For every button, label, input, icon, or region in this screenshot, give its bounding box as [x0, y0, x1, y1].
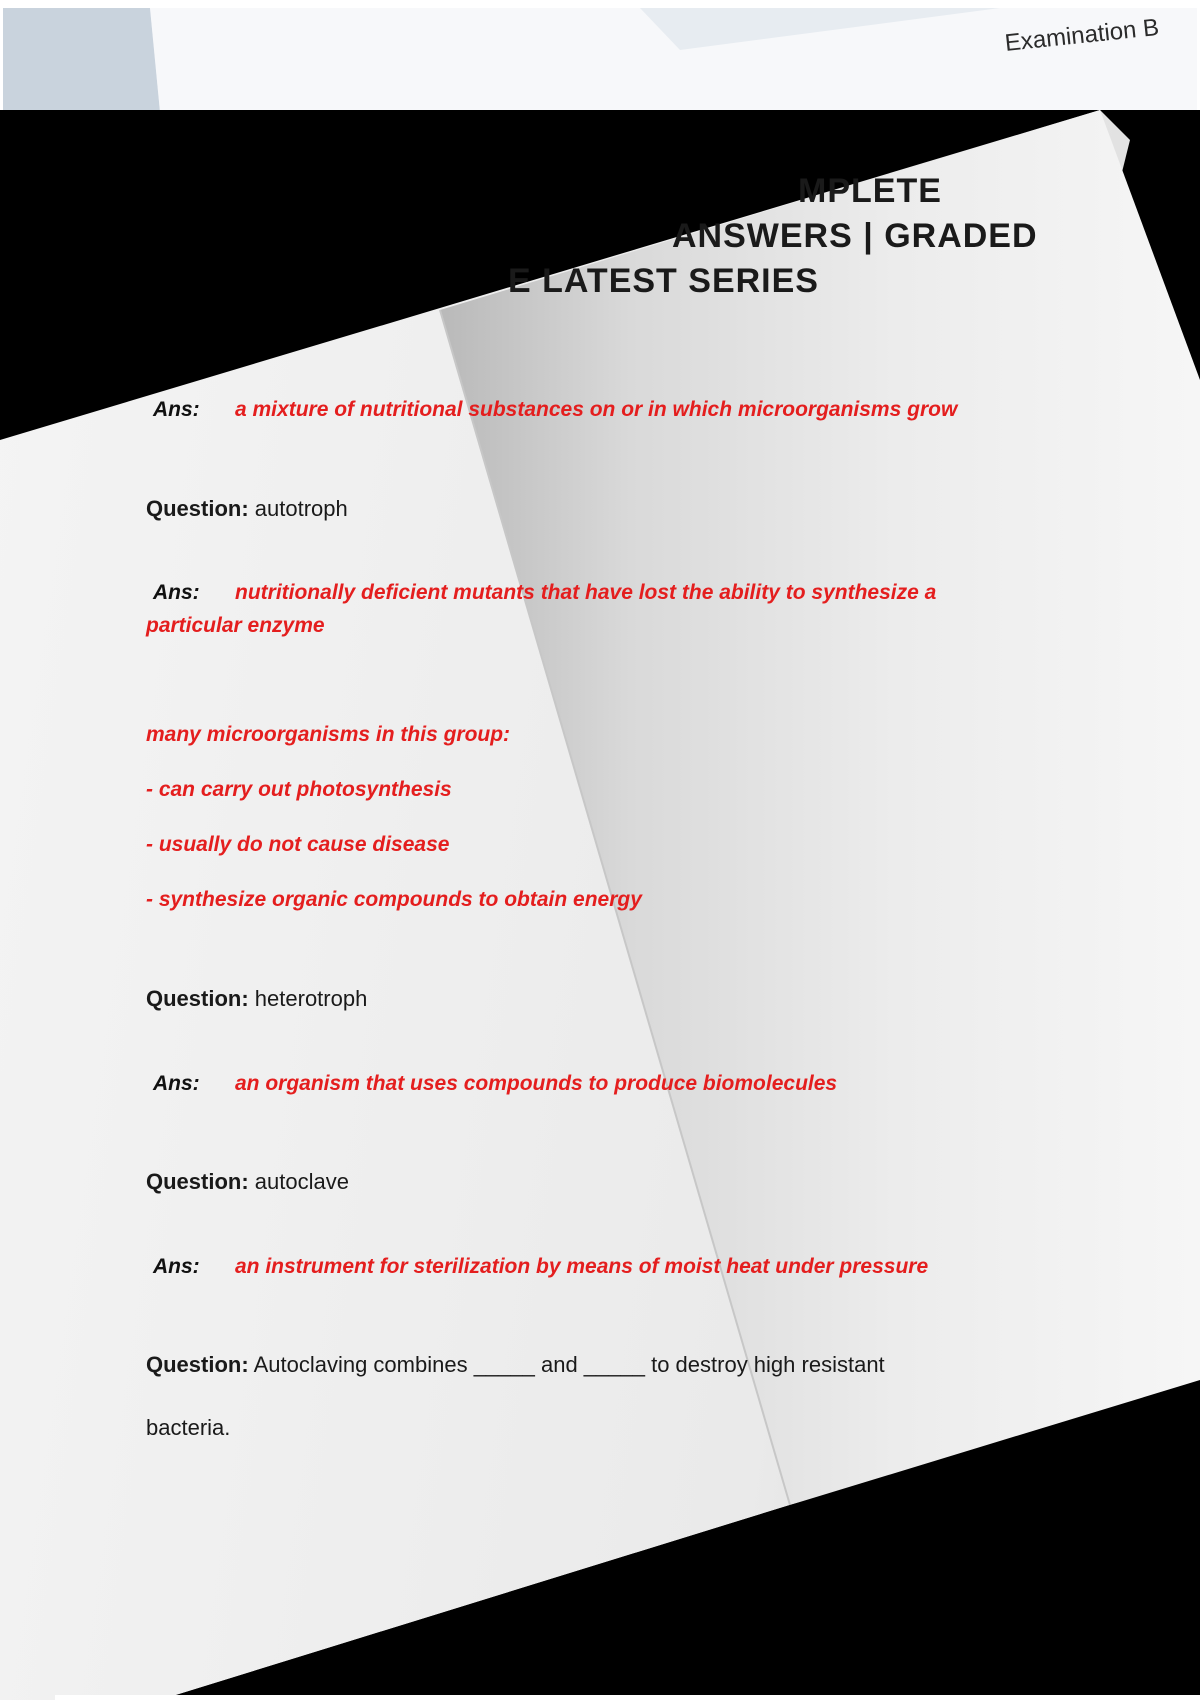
header-tag: Examination B — [1003, 13, 1161, 57]
answer-label-1: Ans: — [153, 398, 200, 421]
answer-2-line-1: nutritionally deficient mutants that have lost the ability to synthesize a — [235, 581, 937, 604]
answer-label-4: Ans: — [153, 1255, 200, 1278]
question-label: Question: — [146, 1169, 249, 1194]
answer-1: a mixture of nutritional substances on or in which microorganisms grow — [235, 398, 958, 421]
question-5 — [146, 1352, 885, 1378]
answer-3: an organism that uses compounds to produce biomolecules — [235, 1072, 838, 1095]
question-3 — [146, 986, 367, 1012]
title-line-2: ANSWERS | GRADED — [672, 217, 1038, 255]
answer-label-2: Ans: — [153, 581, 200, 604]
group-item: - synthesize organic compounds to obtain energy — [146, 888, 642, 911]
question-label: Question: — [146, 986, 249, 1011]
title-line-1: MPLETE — [798, 172, 942, 210]
group-item: - can carry out photosynthesis — [146, 778, 452, 801]
question-text: autotroph — [254, 496, 348, 521]
group-item: - usually do not cause disease — [146, 833, 450, 856]
question-5-line-2: bacteria. — [146, 1415, 231, 1440]
question-text: autoclave — [254, 1169, 349, 1194]
answer-label-3: Ans: — [153, 1072, 200, 1095]
question-text: heterotroph — [254, 986, 368, 1011]
question-4 — [146, 1169, 349, 1195]
answer-4: an instrument for sterilization by means of moist heat under pressure — [235, 1255, 929, 1278]
question-label: Question: — [146, 1352, 249, 1377]
answer-2-line-2: particular enzyme — [146, 614, 325, 637]
question-text: Autoclaving combines _____ and _____ to destroy high resistant — [253, 1352, 885, 1377]
question-2 — [146, 496, 348, 522]
group-heading: many microorganisms in this group: — [146, 723, 511, 746]
question-label: Question: — [146, 496, 249, 521]
title-line-3: E LATEST SERIES — [508, 262, 819, 300]
